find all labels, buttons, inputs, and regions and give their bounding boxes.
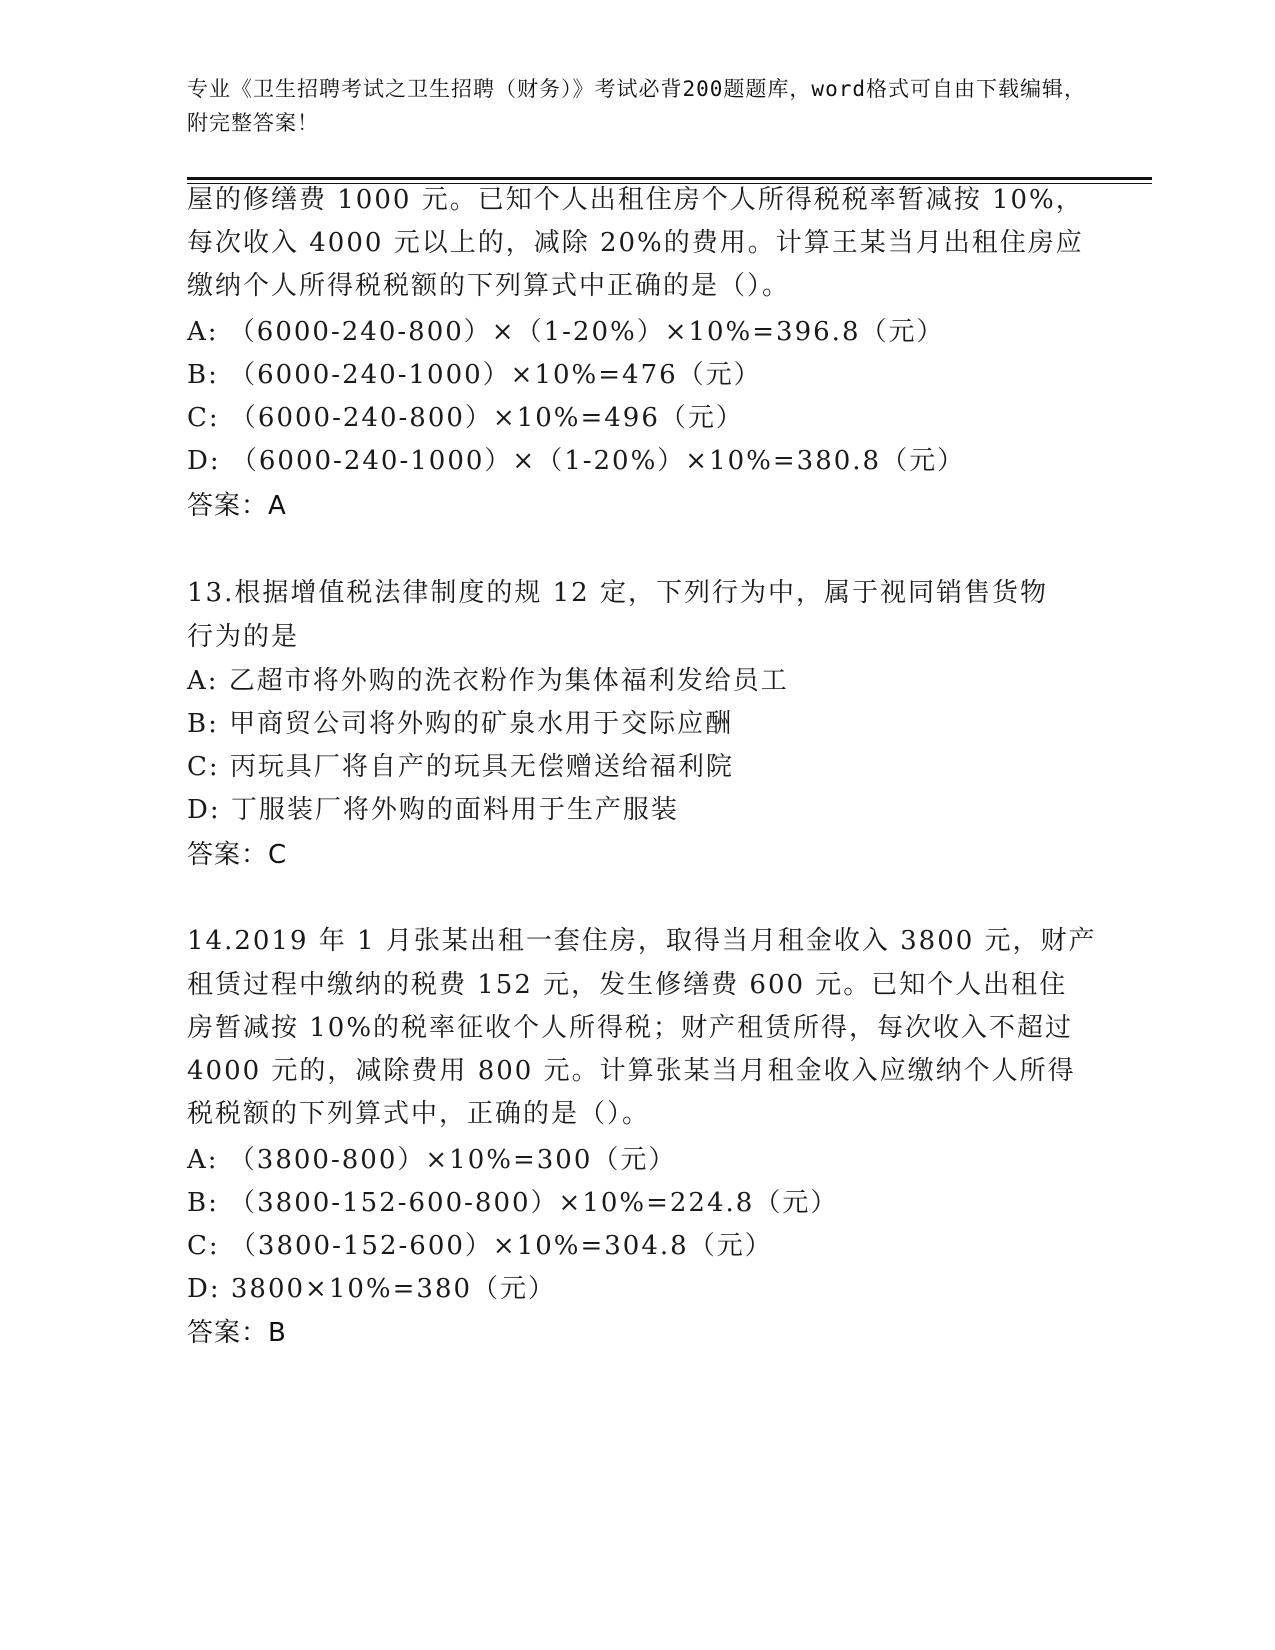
q13-option-b: B: 甲商贸公司将外购的矿泉水用于交际应酬: [187, 709, 734, 739]
q13-option-c: C: 丙玩具厂将自产的玩具无偿赠送给福利院: [187, 752, 734, 782]
q12-answer: 答案：A: [187, 491, 287, 521]
q12-stem-line: 屋的修缮费 1000 元。已知个人出租住房个人所得税税率暂减按 10%，: [187, 185, 1084, 215]
q14-option-d: D: 3800×10%=380（元）: [187, 1274, 557, 1304]
q12-option-c: C: （6000-240-800）×10%=496（元）: [187, 403, 744, 433]
q14-stem-line: 14.2019 年 1 月张某出租一套住房，取得当月租金收入 3800 元，财产: [187, 926, 1097, 956]
q14-option-b: B: （3800-152-600-800）×10%=224.8（元）: [187, 1188, 839, 1218]
q13-option-d: D: 丁服装厂将外购的面料用于生产服装: [187, 795, 679, 825]
q12-option-a: A: （6000-240-800）×（1-20%）×10%=396.8（元）: [187, 317, 945, 347]
q13-answer: 答案：C: [187, 840, 288, 870]
q12-stem-line: 缴纳个人所得税税额的下列算式中正确的是（）。: [187, 271, 791, 301]
q14-stem-line: 租赁过程中缴纳的税费 152 元，发生修缮费 600 元。已知个人出租住: [187, 970, 1068, 1000]
q14-stem-line: 4000 元的，减除费用 800 元。计算张某当月租金收入应缴纳个人所得: [187, 1056, 1076, 1086]
q12-option-d: D: （6000-240-1000）×（1-20%）×10%=380.8（元）: [187, 446, 966, 476]
q13-stem-line: 13.根据增值税法律制度的规 12 定，下列行为中，属于视同销售货物: [187, 578, 1048, 608]
document-header: 专业《卫生招聘考试之卫生招聘（财务）》考试必背200题题库，word格式可自由下载编辑，附完整答案！: [187, 77, 1086, 135]
header-rule-thick: [187, 177, 1152, 180]
q14-option-a: A: （3800-800）×10%=300（元）: [187, 1145, 677, 1175]
q14-stem-line: 税税额的下列算式中，正确的是（）。: [187, 1099, 651, 1129]
q13-stem-line: 行为的是: [187, 622, 300, 652]
q12-option-b: B: （6000-240-1000）×10%=476（元）: [187, 360, 762, 390]
q12-stem-line: 每次收入 4000 元以上的，减除 20%的费用。计算王某当月出租住房应: [187, 228, 1084, 258]
q14-option-c: C: （3800-152-600）×10%=304.8（元）: [187, 1231, 773, 1261]
q14-stem-line: 房暂减按 10%的税率征收个人所得税；财产租赁所得，每次收入不超过: [187, 1013, 1074, 1043]
q14-answer: 答案：B: [187, 1318, 287, 1348]
q13-option-a: A: 乙超市将外购的洗衣粉作为集体福利发给员工: [187, 666, 789, 696]
